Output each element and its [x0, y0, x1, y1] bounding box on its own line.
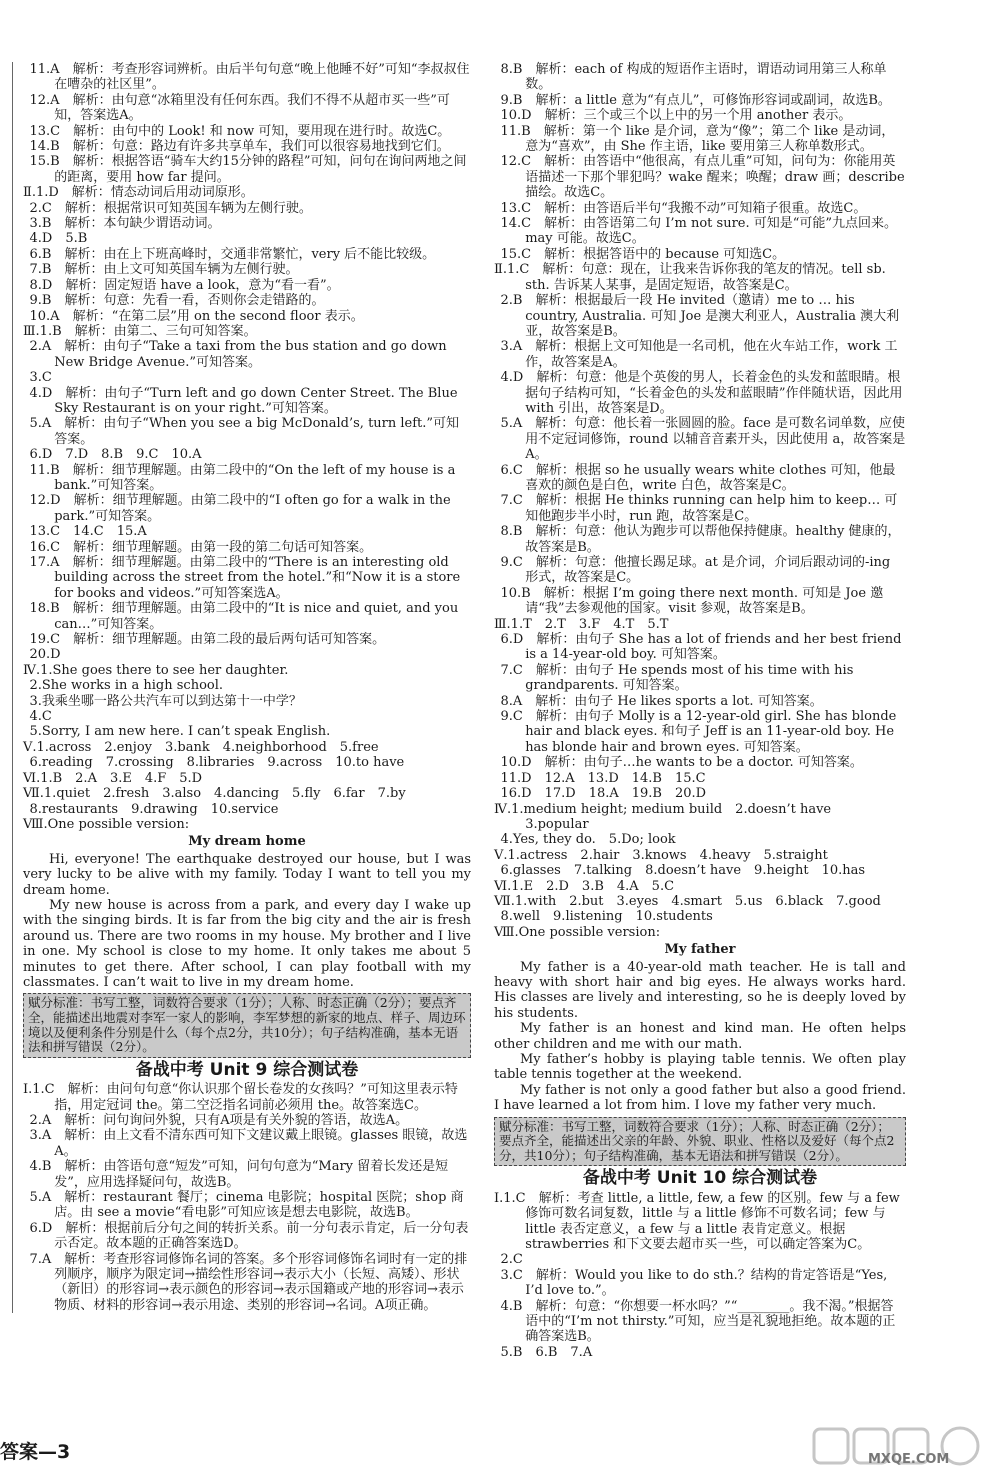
answer-entry: 10.A 解析：“在第二层”用 on the second floor 表示。 — [29, 308, 364, 324]
watermark-text: MXQE.COM — [868, 1452, 950, 1467]
answer-entry: 4.B 解析：由答语句意“短发”可知，问句句意为“Mary 留着长发还是短发”，应用选择疑问句，故选B。 — [29, 1159, 449, 1190]
answer-entry: 12.A 解析：由句意“冰箱里没有任何东西。我们不得不从超市买一些”可知，答案选A。 — [29, 92, 450, 124]
answer-entry: 8.A 解析：由句子 He likes sports a lot. 可知答案。 — [500, 693, 823, 709]
answer-entry: 16.C 解析：细节理解题。由第一段的第二句话可知答案。 — [29, 539, 373, 555]
answer-entry: 9.C 解析：由句子 Molly is a 12-year-old girl. She has blonde hair and black eyes. 和句子 Jeff is an 11-year-old boy. He has blonde hair and brown eyes. 可知答案。 — [500, 709, 897, 755]
answer-entry: 11.B 解析：细节理解题。由第二段中的“On the left of my house is a bank.”可知答案。 — [29, 462, 456, 493]
answer-entry: 18.B 解析：细节理解题。由第二段中的“It is nice and quiet, and you can…”可知答案。 — [29, 601, 459, 632]
section-entry: Ⅰ.1.C 解析：考查 little, a little, few, a few 的区别。few 与 a few 修饰可数名词复数，little 与 a little 修饰不可数名词；few 与 little 表否定意义，a few 与 a little 表肯定意义。根据 strawberries 和下文要去超市买一些，可以确定答案为C。 — [494, 1190, 900, 1253]
answer-entry: 4.Yes, they do. 5.Do; look — [500, 832, 676, 848]
section-entry: Ⅶ.1.with 2.but 3.eyes 4.smart 5.us 6.black 7.good — [494, 893, 881, 909]
answer-entry: 4.B 解析：句意：“你想要一杯水吗？”“________。我不渴。”根据答语中的“I’m not thirsty.”可知，应当是礼貌地拒绝。故本题的正确答案选B。 — [500, 1298, 896, 1345]
essay-paragraph: My father’s hobby is playing table tennis. We often play table tennis together at the weekend. — [494, 1052, 906, 1083]
answer-entry: 20.D — [29, 647, 61, 663]
answer-entry: 12.D 解析：细节理解题。由第二段中的“I often go for a walk in the park.”可知答案。 — [29, 493, 451, 524]
answer-entry: 11.A 解析：考查形容词辨析。由后半句句意“晚上他睡不好”可知“李叔叔住在嘈杂的社区里”。 — [29, 62, 470, 93]
answer-entry: 7.A 解析：考查形容词修饰名词的答案。多个形容词修饰名词时有一定的排列顺序，顺序为限定词→描绘性形容词→表示大小（长短、高矮）、形状（新旧）的形容词→表示颜色的形容词→表示国籍或产地的形容词→表示物质、材料的形容词→表示用途、类别的形容词→名词。A项正确。 — [29, 1251, 468, 1313]
essay-paragraph: My new house is across from a park, and every day I wake up with the singing birds. It is far from the big city and the air is fresh around us. There are two rooms in my house. My brother and I live in one. My school is close to my home. It only takes me about 5 minutes to get there. After school, I can play football with my classmates. I can’t wait to live in my dream home. — [23, 897, 471, 990]
section-entry: Ⅰ.1.C 解析：由问句句意“你认识那个留长卷发的女孩吗？”可知这里表示特指，用定冠词 the。第二空泛指名词前必须用 the。故答案选C。 — [23, 1082, 458, 1113]
answer-entry: 10.B 解析：根据 I’m going there next month. 可知是 Joe 邀请“我”去参观他的国家。visit 参观，故答案是B。 — [500, 585, 884, 617]
test-section-title: 备战中考 Unit 10 综合测试卷 — [582, 1168, 818, 1189]
answer-entry: 14.C 解析：由答语第二句 I’m not sure. 可知是“可能”九点回来。may 可能。故选C。 — [500, 216, 898, 247]
answer-entry: 6.reading 7.crossing 8.libraries 9.across 10.to have — [29, 755, 405, 771]
answer-entry: 16.D 17.D 18.A 19.B 20.D — [500, 786, 707, 802]
essay-title: My father — [664, 942, 736, 958]
answer-entry: 13.C 解析：由句中的 Look! 和 now 可知，要用现在进行时。故选C。 — [29, 123, 451, 139]
answer-entry: 11.D 12.A 13.D 14.B 15.C — [500, 770, 706, 786]
answer-entry: 15.B 解析：根据答语“骑车大约15分钟的路程”可知，问句在询问两地之间的距离，要用 how far 提问。 — [29, 154, 467, 185]
answer-entry: 7.C 解析：根据 He thinks running can help him to keep… 可知他跑步半小时，run 跑，故答案是C。 — [500, 493, 898, 524]
answer-entry: 6.B 解析：由在上下班高峰时，交通非常繁忙，very 后不能比较级。 — [29, 246, 436, 262]
answer-entry: 8.B 解析：each of 构成的短语作主语时，谓语动词用第三人称单数。 — [500, 62, 887, 93]
answer-entry: 11.B 解析：第一个 like 是介词，意为“像”；第二个 like 是动词，意为“喜欢”，由 She 作主语，like 要用第三人称单数形式。 — [500, 123, 895, 155]
section-entry: Ⅴ.1.across 2.enjoy 3.bank 4.neighborhood 5.free — [23, 739, 379, 755]
essay-paragraph: My father is not only a good father but also a good friend. I have learned a lot from him. I love my father very much. — [494, 1082, 906, 1114]
answer-entry: 6.D 解析：由句子 She has a lot of friends and her best friend is a 14-year-old boy. 可知答案。 — [500, 632, 902, 663]
essay-paragraph: My father is a 40-year-old math teacher. He is tall and heavy with short hair and big eyes. He always works hard. His classes are lively and interesting, so he is deeply loved by his students. — [494, 959, 906, 1021]
test-section-title: 备战中考 Unit 9 综合测试卷 — [135, 1059, 359, 1080]
page-number: 答案—3 — [0, 1441, 71, 1463]
answer-entry: 6.glasses 7.talking 8.doesn’t have 9.height 10.has — [500, 863, 866, 879]
section-entry: Ⅲ.1.T 2.T 3.F 4.T 5.T — [494, 616, 669, 632]
answer-entry: 17.A 解析：细节理解题。由第二段中的“There is an interesting old building across the street from the hotel.”和“Now it is a store for books and videos.”可知答案选A。 — [29, 555, 461, 601]
scoring-criteria: 赋分标准：书写工整，词数符合要求（1分）；人称、时态正确（2分）；要点齐全，能描述出父亲的年龄、外貌、职业、性格以及爱好（每个点2分，共10分）；句子结构准确，基本无语法和拼写错误（2分）。 — [494, 1117, 906, 1167]
answer-entry: 9.B 解析：a little 意为“有点儿”，可修饰形容词或副词，故选B。 — [500, 92, 891, 108]
essay-title: My dream home — [188, 834, 306, 850]
answer-entry: 5.A 解析：句意：他长着一张圆圆的脸。face 是可数名词单数，应使用不定冠词修饰，round 以辅音音素开头，因此使用 a，故答案是A。 — [500, 416, 906, 463]
answer-entry: 4.D 解析：句意：他是个英俊的男人，长着金色的头发和蓝眼睛。根据句子结构可知，“长着金色的头发和蓝眼睛”作伴随状语，因此用 with 引出，故答案是D。 — [500, 370, 903, 416]
answer-entry: 9.C 解析：句意：他擅长踢足球。at 是介词，介词后跟动词的-ing 形式，故答案是C。 — [500, 555, 891, 586]
answer-entry: 4.D 5.B — [29, 231, 88, 247]
answer-entry: 19.C 解析：细节理解题。由第二段的最后两句话可知答案。 — [29, 632, 386, 648]
answer-entry: 3.我乘坐哪一路公共汽车可以到达第十一中学？ — [29, 693, 302, 709]
essay-paragraph: Hi, everyone! The earthquake destroyed our house, but I was very lucky to be alive with my family. Today I want to tell you my dream home. — [23, 851, 471, 898]
answer-entry: 7.C 解析：由句子 He spends most of his time with his grandparents. 可知答案。 — [500, 662, 854, 694]
answer-entry: 2.She works in a high school. — [29, 678, 224, 694]
answer-entry: 8.well 9.listening 10.students — [500, 909, 713, 925]
answer-entry: 5.A 解析：由句子“When you see a big McDonald’s, turn left.”可知答案。 — [29, 416, 460, 447]
answer-entry: 12.C 解析：由答语中“他很高，有点儿重”可知，问句为：你能用英语描述一下那个罪犯吗？wake 醒来；唤醒；draw 画；describe 描绘。故选C。 — [500, 154, 905, 201]
answer-entry: 10.D 解析：三个或三个以上中的另一个用 another 表示。 — [500, 108, 852, 124]
answer-entry: 2.B 解析：根据最后一段 He invited（邀请）me to … his country, Australia. 可知 Joe 是澳大利亚人，Australia 澳大利亚，故答案是B。 — [500, 293, 900, 339]
answer-entry: 6.C 解析：根据 so he usually wears white clothes 可知，他最喜欢的颜色是白色，write 白色，故答案是C。 — [500, 462, 896, 493]
answer-entry: 2.A 解析：由句子“Take a taxi from the bus station and go down New Bridge Avenue.”可知答案。 — [29, 339, 447, 370]
answer-entry: 14.B 解析：句意：路边有许多共享单车，我们可以很容易地找到它们。 — [29, 139, 450, 155]
answer-entry: 8.B 解析：句意：他认为跑步可以帮他保持健康。healthy 健康的，故答案是B。 — [500, 524, 901, 555]
answer-entry: 2.C — [500, 1252, 523, 1268]
answer-entry: 3.B 解析：本句缺少谓语动词。 — [29, 216, 221, 232]
answer-entry: 13.C 解析：由答语后半句“我搬不动”可知箱子很重。故选C。 — [500, 200, 867, 216]
section-entry: Ⅵ.1.E 2.D 3.B 4.A 5.C — [494, 878, 675, 894]
answer-entry: 4.D 解析：由句子“Turn left and go down Center Street. The Blue Sky Restaurant is on your right.”可知答案。 — [29, 385, 458, 416]
section-entry: Ⅱ.1.D 解析：情态动词后用动词原形。 — [23, 185, 254, 201]
section-entry: Ⅶ.1.quiet 2.fresh 3.also 4.dancing 5.fly 6.far 7.by — [23, 786, 406, 802]
right-column — [494, 62, 906, 1360]
answer-entry: 6.D 解析：根据前后分句之间的转折关系。前一分句表示肯定，后一分句表示否定。故本题的正确答案选D。 — [29, 1220, 469, 1252]
answer-entry: 8.D 解析：固定短语 have a look，意为“看一看”。 — [29, 277, 340, 293]
answer-entry: 2.A 解析：问句询问外貌，只有A项是有关外貌的答语，故选A。 — [29, 1112, 409, 1128]
answer-entry: 9.B 解析：句意：先看一看，否则你会走错路的。 — [29, 293, 325, 309]
answer-entry: 6.D 7.D 8.B 9.C 10.A — [29, 447, 202, 463]
section-entry: Ⅲ.1.B 解析：由第二、三句可知答案。 — [23, 323, 257, 339]
answer-entry: 5.B 6.B 7.A — [500, 1344, 593, 1360]
answer-entry: 3.A 解析：由上文看不清东西可知下文建议戴上眼镜。glasses 眼镜，故选A。 — [29, 1128, 468, 1159]
answer-entry: 2.C 解析：根据常识可知英国车辆为左侧行驶。 — [29, 200, 312, 216]
answer-entry: 15.C 解析：根据答语中的 because 可知选C。 — [500, 246, 786, 262]
answer-entry: 8.restaurants 9.drawing 10.service — [29, 801, 279, 817]
scoring-criteria: 赋分标准：书写工整，词数符合要求（1分）；人称、时态正确（2分）；要点齐全，能描述出地震对李军一家人的影响，李军梦想的新家的地点、样子、周边环境以及便利条件分别是什么（每个点2分，共10分）；句子结构准确，基本无语法和拼写错误（2分）。 — [23, 993, 471, 1057]
answer-entry: 7.B 解析：由上文可知英国车辆为左侧行驶。 — [29, 262, 299, 278]
section-entry: Ⅱ.1.C 解析：句意：现在，让我来告诉你我的笔友的情况。tell sb. sth. 告诉某人某事，是固定短语，故答案是C。 — [494, 262, 886, 293]
answer-entry: 5.A 解析：restaurant 餐厅；cinema 电影院；hospital 医院；shop 商店。由 see a movie“看电影”可知应该是想去电影院，故选B。 — [29, 1190, 464, 1221]
answer-entry: 10.D 解析：由句子…he wants to be a doctor. 可知答案。 — [500, 755, 863, 771]
section-entry: Ⅵ.1.B 2.A 3.E 4.F 5.D — [23, 770, 203, 786]
answer-entry: 3.C 解析：Would you like to do sth.？结构的肯定答语是“Yes, I’d love to.”。 — [500, 1267, 888, 1299]
answer-entry: 5.Sorry, I am new here. I can’t speak English. — [29, 724, 331, 740]
section-entry: Ⅴ.1.actress 2.hair 3.knows 4.heavy 5.straight — [494, 847, 828, 863]
section-entry: Ⅷ.One possible version: — [23, 816, 190, 832]
section-entry: Ⅷ.One possible version: — [494, 924, 661, 940]
answer-entry: 3.A 解析：根据上文可知他是一名司机，他在火车站工作，work 工作，故答案是A。 — [500, 339, 898, 370]
answer-entry: 4.C — [29, 709, 52, 725]
answer-entry: 3.C — [29, 370, 52, 386]
essay-paragraph: My father is an honest and kind man. He often helps other children and me with our math. — [494, 1021, 906, 1052]
answer-entry: 13.C 14.C 15.A — [29, 524, 147, 540]
left-column — [12, 62, 471, 1313]
section-entry: Ⅳ.1.medium height; medium build 2.doesn’t have 3.popular — [494, 801, 845, 832]
section-entry: Ⅳ.1.She goes there to see her daughter. — [23, 662, 289, 678]
